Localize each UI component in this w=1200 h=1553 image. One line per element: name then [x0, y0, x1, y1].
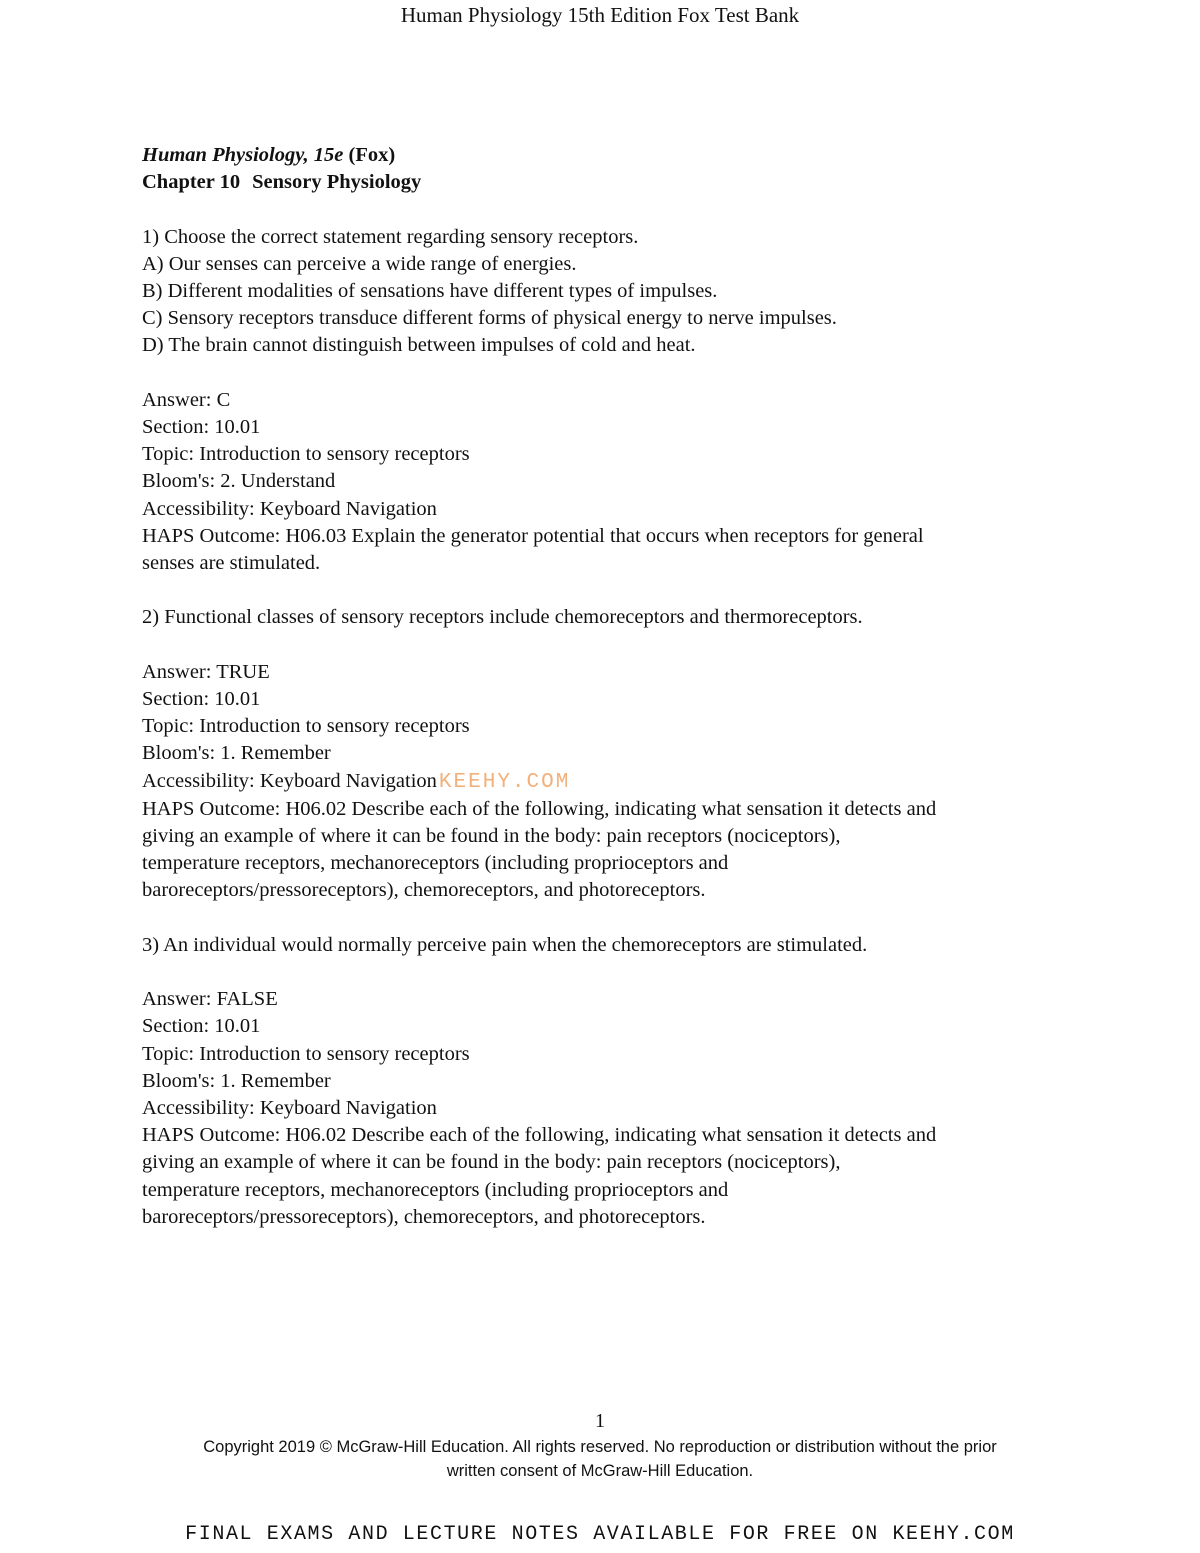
document-body: [142, 142, 1072, 1231]
haps-outcome-line: HAPS Outcome: H06.02 Describe each of the following, indicating what sensation it detects and: [142, 1124, 937, 1147]
chapter-name: Sensory Physiology: [252, 171, 422, 194]
topic-line: Topic: Introduction to sensory receptors: [142, 443, 470, 466]
haps-outcome-line: HAPS Outcome: H06.03 Explain the generator potential that occurs when receptors for general: [142, 524, 924, 547]
section-line: Section: 10.01: [142, 416, 261, 438]
footer-banner: FINAL EXAMS AND LECTURE NOTES AVAILABLE FOR FREE ON KEEHY.COM: [185, 1523, 1015, 1546]
answer-line: Answer: FALSE: [142, 988, 278, 1011]
section-line: Section: 10.01: [142, 1015, 261, 1038]
book-title: [142, 142, 1072, 169]
haps-outcome-line: temperature receptors, mechanoreceptors (including proprioceptors and: [142, 852, 729, 875]
book-title-text: Human Physiology, 15e: [142, 144, 344, 166]
accessibility-line: Accessibility: Keyboard Navigation: [142, 497, 437, 520]
accessibility-line: Accessibility: Keyboard Navigation: [142, 1097, 437, 1120]
topic-line: Topic: Introduction to sensory receptors: [142, 1042, 470, 1065]
answer-option-b: B) Different modalities of sensations have different types of impulses.: [142, 280, 718, 302]
watermark: KEEHY.COM: [438, 770, 571, 794]
haps-outcome-line: senses are stimulated.: [142, 552, 321, 575]
copyright-line: written consent of McGraw-Hill Education.: [446, 1462, 754, 1480]
running-head: Human Physiology 15th Edition Fox Test Bank: [400, 3, 800, 27]
question-3: [142, 932, 1072, 1231]
section-line: Section: 10.01: [142, 688, 261, 710]
question-stem: 3) An individual would normally perceive pain when the chemoreceptors are stimulated.: [142, 933, 868, 956]
question-1: [142, 224, 1072, 578]
answer-option-a: A) Our senses can perceive a wide range of energies.: [142, 252, 577, 275]
answer-line: Answer: TRUE: [142, 660, 270, 683]
answer-line: Answer: C: [142, 388, 231, 411]
accessibility-text: Accessibility: Keyboard Navigation: [142, 769, 437, 792]
haps-outcome-line: HAPS Outcome: H06.02 Describe each of the following, indicating what sensation it detects and: [142, 797, 937, 820]
topic-line: Topic: Introduction to sensory receptors: [142, 715, 470, 738]
question-stem: 2) Functional classes of sensory receptors include chemoreceptors and thermoreceptors.: [142, 606, 863, 629]
question-stem: 1) Choose the correct statement regarding sensory receptors.: [142, 225, 639, 248]
haps-outcome-line: giving an example of where it can be found in the body: pain receptors (nociceptors),: [142, 1151, 841, 1174]
copyright-notice: [150, 1435, 1050, 1483]
haps-outcome-line: temperature receptors, mechanoreceptors (including proprioceptors and: [142, 1178, 729, 1201]
page-number: 1: [595, 1410, 605, 1432]
book-author: (Fox): [348, 144, 396, 166]
question-2: [142, 604, 1072, 904]
chapter-title: [142, 169, 1072, 196]
haps-outcome-line: baroreceptors/pressoreceptors), chemoreceptors, and photoreceptors.: [142, 879, 706, 902]
copyright-line: Copyright 2019 © McGraw-Hill Education. All rights reserved. No reproduction or distribution without the prior: [203, 1438, 997, 1456]
chapter-label: Chapter 10: [142, 171, 241, 194]
blooms-line: Bloom's: 1. Remember: [142, 1069, 331, 1092]
answer-option-d: D) The brain cannot distinguish between impulses of cold and heat.: [142, 334, 696, 357]
answer-option-c: C) Sensory receptors transduce different forms of physical energy to nerve impulses.: [142, 307, 837, 330]
blooms-line: Bloom's: 2. Understand: [142, 470, 336, 493]
haps-outcome-line: giving an example of where it can be found in the body: pain receptors (nociceptors),: [142, 825, 841, 848]
accessibility-line: [142, 768, 1072, 796]
haps-outcome-line: baroreceptors/pressoreceptors), chemoreceptors, and photoreceptors.: [142, 1205, 706, 1228]
blooms-line: Bloom's: 1. Remember: [142, 742, 331, 765]
